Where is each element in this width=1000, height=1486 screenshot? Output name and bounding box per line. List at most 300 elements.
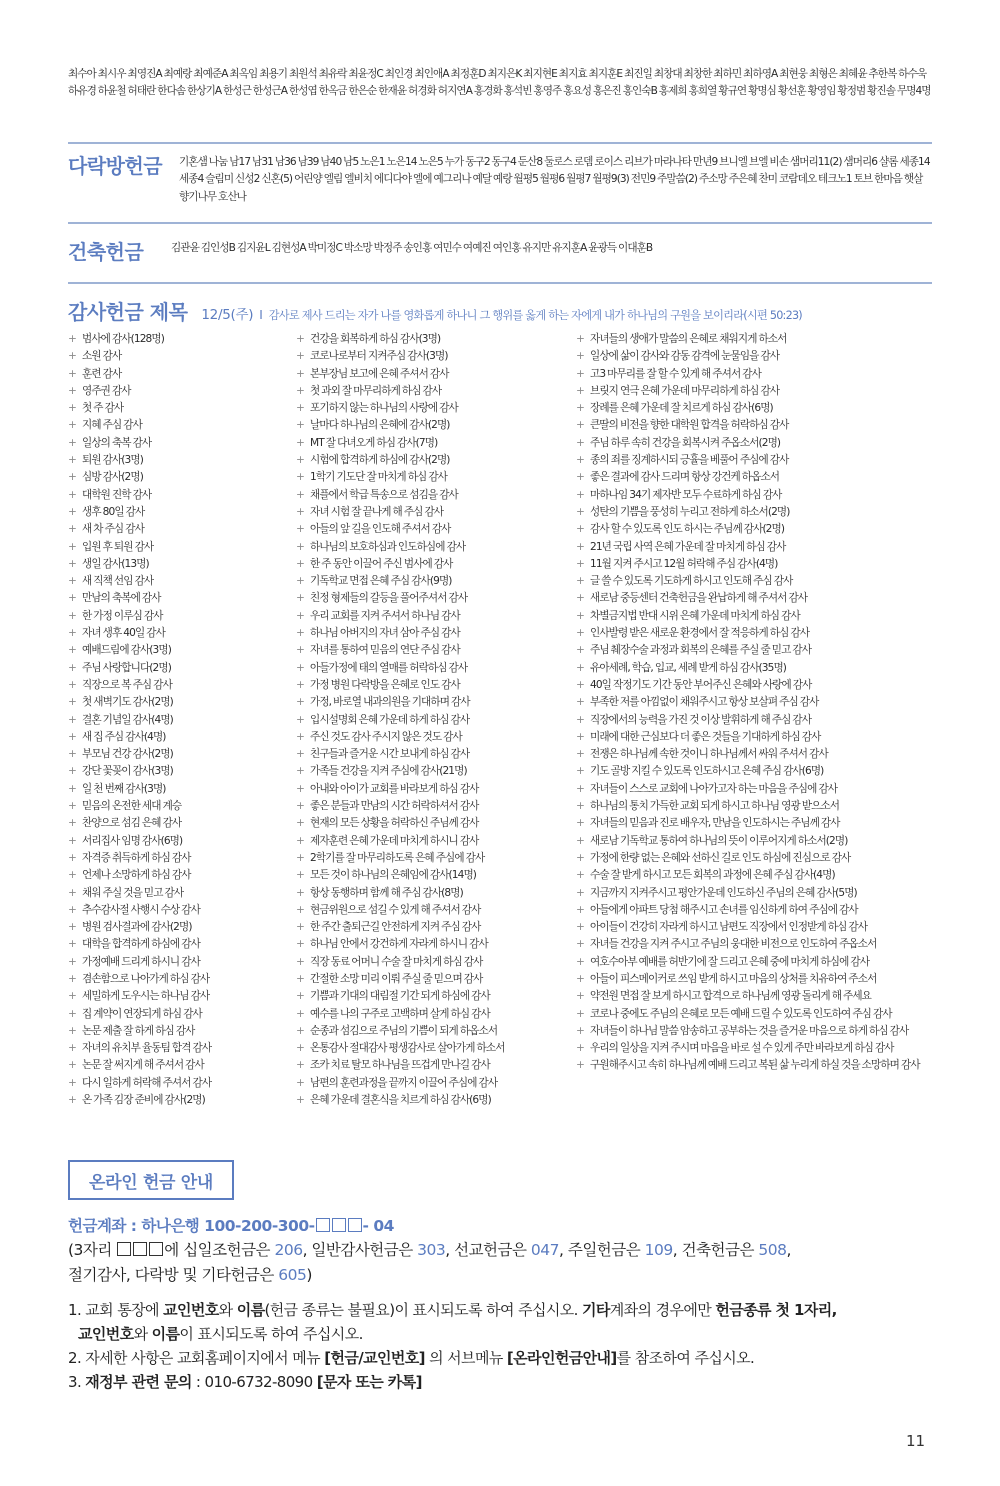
plus-icon: + <box>68 955 76 968</box>
plus-icon: + <box>576 817 584 830</box>
thanks-item-text: 자녀의 유치부 율동팀 합격 감사 <box>82 1042 212 1055</box>
sunday-code: 109 <box>644 1241 673 1259</box>
plus-icon: + <box>296 869 304 882</box>
note-bold: [온라인헌금안내] <box>506 1349 617 1367</box>
plus-icon: + <box>296 903 304 916</box>
plus-icon: + <box>68 730 76 743</box>
thanks-list-column-3 <box>576 331 928 1075</box>
plus-icon: + <box>296 696 304 709</box>
thanks-item <box>68 417 283 434</box>
thanks-item <box>296 452 564 469</box>
thanks-item <box>576 1023 928 1040</box>
plus-icon: + <box>296 384 304 397</box>
thanks-item <box>576 504 928 521</box>
thanks-item-text: 자녀들이 하나님 말씀 암송하고 공부하는 것을 즐거운 마음으로 하게 하심 감사 <box>590 1024 909 1037</box>
thanks-item <box>576 573 928 590</box>
note-text: 와 <box>133 1325 152 1343</box>
bible-verse: 감사로 제사 드리는 자가 나를 영화롭게 하나니 그 행위를 옳게 하는 자에게 내가 하나님의 구원을 보이리라(시편 50:23) <box>268 309 802 322</box>
thanks-item-text: 순종과 섬김으로 주님의 기쁨이 되게 하옵소서 <box>310 1024 498 1037</box>
thanks-item-text: 우리의 일상을 지켜 주시며 마음을 바로 설 수 있게 주만 바라보게 하심 감사 <box>590 1042 894 1055</box>
thanks-item <box>296 867 564 884</box>
thanks-item-text: 가정예배 드리게 하시니 감사 <box>82 955 200 968</box>
thanks-item-text: 온 가족 김장 준비에 감사(2명) <box>82 1094 205 1107</box>
note-bold: 기타 <box>581 1301 610 1319</box>
plus-icon: + <box>296 851 304 864</box>
plus-icon: + <box>68 678 76 691</box>
page-number: 11 <box>906 1432 926 1450</box>
thanks-item <box>68 1092 283 1109</box>
thanks-offering-date: 12/5(주) <box>201 307 254 323</box>
thanks-item <box>576 936 928 953</box>
plus-icon: + <box>576 730 584 743</box>
thanks-item <box>68 712 283 729</box>
plus-icon: + <box>576 765 584 778</box>
thanks-item-text: 아들가정에 태의 열매를 허락하심 감사 <box>310 661 468 674</box>
plus-icon: + <box>296 1094 304 1107</box>
plus-icon: + <box>576 523 584 536</box>
plus-icon: + <box>576 834 584 847</box>
plus-icon: + <box>576 661 584 674</box>
thanks-item-text: 직장에서의 능력을 가진 것 이상 발휘하게 해 주심 감사 <box>590 713 812 726</box>
thanks-item-text: 마하나임 34기 제자반 모두 수료하게 하심 감사 <box>590 488 782 501</box>
thanks-item <box>68 573 283 590</box>
thanks-item <box>68 763 283 780</box>
thanks-item <box>576 971 928 988</box>
plus-icon: + <box>296 1007 304 1020</box>
thanks-item-text: 대학원 진학 감사 <box>82 488 152 501</box>
thanks-item-text: 세밀하게 도우시는 하나님 감사 <box>82 990 210 1003</box>
thanks-item <box>68 660 283 677</box>
plus-icon: + <box>296 488 304 501</box>
thanks-item <box>576 954 928 971</box>
thanks-item <box>296 1006 564 1023</box>
plus-icon: + <box>296 523 304 536</box>
thanks-item <box>296 988 564 1005</box>
thanks-item <box>68 608 283 625</box>
building-offering-title: 건축헌금 <box>68 240 144 264</box>
note-text: 이 표시되도록 하여 주십시오. <box>179 1325 363 1343</box>
thanks-item <box>68 625 283 642</box>
thanks-item <box>68 902 283 919</box>
note-bold: 교인번호 <box>78 1325 134 1343</box>
thanks-item-text: 자녀들 건강을 지켜 주시고 주님의 웅대한 비전으로 인도하여 주옵소서 <box>590 938 877 951</box>
thanks-item <box>68 815 283 832</box>
plus-icon: + <box>576 1024 584 1037</box>
thanks-item-text: 입시설명회 은혜 가운데 하게 하심 감사 <box>310 713 470 726</box>
thanks-item <box>68 331 283 348</box>
thanks-item-text: 자격증 취득하게 하심 감사 <box>82 851 191 864</box>
thanks-item-text: 아들의 앞 길을 인도해 주셔서 감사 <box>310 523 451 536</box>
note-bold: 헌금종류 첫 1자리, <box>715 1301 837 1319</box>
plus-icon: + <box>68 765 76 778</box>
thanks-item-text: 자녀들의 믿음과 진로 배우자, 만남을 인도하시는 주님께 감사 <box>590 817 840 830</box>
thanks-item <box>296 1023 564 1040</box>
plus-icon: + <box>296 955 304 968</box>
thanks-item <box>68 867 283 884</box>
thanks-item <box>576 539 928 556</box>
thanks-item <box>296 331 564 348</box>
plus-icon: + <box>576 454 584 467</box>
thanks-item-text: 종의 죄를 징계하시되 긍휼을 베풀어 주심에 감사 <box>590 454 789 467</box>
thanks-item-text: 새 직책 선임 감사 <box>82 575 154 588</box>
thanks-item-text: 대학을 합격하게 하심에 감사 <box>82 938 200 951</box>
thanks-item-text: 장례를 은혜 가운데 잘 치르게 하심 감사(6명) <box>590 402 773 415</box>
thanks-item-text: 성탄의 기쁨을 풍성히 누리고 전하게 하소서(2명) <box>590 505 790 518</box>
thanks-item-text: 가족들 건강을 지켜 주심에 감사(21명) <box>310 765 467 778</box>
note-text: 의 서브메뉴 <box>424 1349 507 1367</box>
thanks-item <box>296 885 564 902</box>
plus-icon: + <box>68 921 76 934</box>
plus-icon: + <box>576 938 584 951</box>
thanks-item <box>576 642 928 659</box>
thanks-item-text: 퇴원 감사(3명) <box>82 454 143 467</box>
thanks-item <box>296 521 564 538</box>
note-text: 2. 자세한 사항은 교회홈페이지에서 메뉴 <box>68 1349 325 1367</box>
thanks-item <box>576 988 928 1005</box>
thanks-item <box>576 1057 928 1074</box>
plus-icon: + <box>296 800 304 813</box>
section-divider <box>68 222 932 224</box>
thanks-item-text: 첫 새벽기도 감사(2명) <box>82 696 173 709</box>
plus-icon: + <box>68 505 76 518</box>
thanks-item <box>576 746 928 763</box>
thanks-item-text: 심방 감사(2명) <box>82 471 143 484</box>
header-separator: I <box>259 308 263 322</box>
plus-icon: + <box>68 592 76 605</box>
thanks-item <box>576 850 928 867</box>
offering-account <box>68 1214 394 1236</box>
thanks-item-text: 자녀들의 생애가 말씀의 은혜로 채워지게 하소서 <box>590 333 787 345</box>
note-text: 계좌의 경우에만 <box>609 1301 716 1319</box>
thanks-item-text: 11월 지켜 주시고 12월 허락해 주심 감사(4명) <box>590 557 778 570</box>
thanks-item-text: 생일 감사(13명) <box>82 557 149 570</box>
thanks-item-text: 기독학교 면접 은혜 주심 감사(9명) <box>310 575 452 588</box>
plus-icon: + <box>576 748 584 761</box>
thanks-item <box>296 608 564 625</box>
plus-icon: + <box>576 488 584 501</box>
thanks-item-text: 강단 꽃꽂이 감사(3명) <box>82 765 173 778</box>
thanks-item <box>296 383 564 400</box>
note-bold: [문자 또는 카톡] <box>316 1373 422 1391</box>
account-suffix: - 04 <box>362 1217 394 1235</box>
thanks-item <box>296 712 564 729</box>
blank-box <box>149 1242 163 1256</box>
plus-icon: + <box>296 713 304 726</box>
plus-icon: + <box>576 886 584 899</box>
thanks-item <box>68 988 283 1005</box>
thanks-item <box>68 729 283 746</box>
section-divider <box>68 142 932 144</box>
thanks-item-text: 예배드림에 감사(3명) <box>82 644 171 657</box>
thanks-item <box>296 798 564 815</box>
thanks-item-text: 글 쓸 수 있도록 기도하게 하시고 인도해 주심 감사 <box>590 575 793 588</box>
thanks-item <box>576 763 928 780</box>
plus-icon: + <box>68 972 76 985</box>
plus-icon: + <box>296 921 304 934</box>
plus-icon: + <box>68 557 76 570</box>
thanks-item-text: 첫 주 감사 <box>82 402 124 415</box>
thanks-item <box>68 954 283 971</box>
blank-box <box>332 1218 346 1232</box>
thanks-item-text: 주님 사랑합니다(2명) <box>82 661 171 674</box>
thanks-item <box>576 919 928 936</box>
thanks-item <box>576 366 928 383</box>
thanks-item-text: 병원 검사결과에 감사(2명) <box>82 921 192 934</box>
thanks-item <box>296 487 564 504</box>
plus-icon: + <box>68 817 76 830</box>
thanks-item-text: 가정 병원 다락방을 은혜로 인도 감사 <box>310 678 460 691</box>
thanks-item <box>68 539 283 556</box>
thanks-item-text: 자녀들이 스스로 교회에 나아가고자 하는 마음을 주심에 감사 <box>590 782 838 795</box>
thanks-item <box>296 1092 564 1109</box>
note-bold: 이름 <box>236 1301 265 1319</box>
account-prefix: 헌금계좌 : 하나은행 100-200-300- <box>68 1217 315 1235</box>
blank-box <box>316 1218 330 1232</box>
thanks-item-text: 다시 일하게 허락해 주셔서 감사 <box>82 1076 212 1089</box>
thanks-item-text: 남편의 훈련과정을 끝까지 이끌어 주심에 감사 <box>310 1076 498 1089</box>
plus-icon: + <box>296 436 304 449</box>
plus-icon: + <box>576 402 584 415</box>
plus-icon: + <box>296 748 304 761</box>
plus-icon: + <box>68 1042 76 1055</box>
codes-text: ) <box>306 1266 312 1284</box>
thanks-item <box>68 694 283 711</box>
thanks-item <box>576 590 928 607</box>
plus-icon: + <box>68 488 76 501</box>
thanks-item <box>68 677 283 694</box>
plus-icon: + <box>296 1059 304 1072</box>
plus-icon: + <box>68 419 76 432</box>
thanks-item <box>68 366 283 383</box>
thanks-item <box>68 504 283 521</box>
thanks-item-text: 아들에게 아파트 당첨 해주시고 손녀를 임신하게 하여 주심에 감사 <box>590 903 858 916</box>
thanks-item-text: 생후 80일 감사 <box>82 505 145 518</box>
thanks-item <box>68 556 283 573</box>
thanks-item <box>296 504 564 521</box>
thanks-item-text: 기도 골방 지킬 수 있도록 인도하시고 은혜 주심 감사(6명) <box>590 765 824 778</box>
thanks-item-text: 한 가정 이루심 감사 <box>82 609 163 622</box>
thanks-list-column-2 <box>296 331 564 1109</box>
plus-icon: + <box>296 454 304 467</box>
plus-icon: + <box>68 713 76 726</box>
plus-icon: + <box>68 1076 76 1089</box>
thanks-item-text: 새로남 중등센터 건축헌금을 완납하게 해 주셔서 감사 <box>590 592 808 605</box>
plus-icon: + <box>296 782 304 795</box>
plus-icon: + <box>576 627 584 640</box>
thanks-item-text: 새 차 주심 감사 <box>82 523 144 536</box>
codes-text: , 주일헌금은 <box>559 1241 645 1259</box>
thanks-item-text: 서리집사 임명 감사(6명) <box>82 834 183 847</box>
blank-box <box>348 1218 362 1232</box>
thanks-item-text: 아들이 피스메이커로 쓰임 받게 하시고 마음의 상처를 치유하여 주소서 <box>590 972 877 985</box>
codes-text: , 건축헌금은 <box>672 1241 759 1259</box>
thanks-code: 303 <box>417 1241 446 1259</box>
thanks-item-text: 찬양으로 섬김 은혜 감사 <box>82 817 182 830</box>
thanks-item <box>296 366 564 383</box>
plus-icon: + <box>68 523 76 536</box>
thanks-item-text: 믿음의 온전한 세대 계승 <box>82 800 182 813</box>
thanks-item <box>296 902 564 919</box>
section-divider <box>68 282 932 284</box>
thanks-item <box>68 746 283 763</box>
thanks-item-text: MT 잘 다녀오게 하심 감사(7명) <box>310 436 438 449</box>
codes-text: , <box>786 1241 791 1259</box>
plus-icon: + <box>296 402 304 415</box>
thanks-item <box>296 694 564 711</box>
thanks-item-text: 차별금지법 반대 시위 은혜 가운데 마치게 하심 감사 <box>590 609 800 622</box>
thanks-item <box>576 452 928 469</box>
thanks-item-text: 지혜 주심 감사 <box>82 419 142 432</box>
plus-icon: + <box>576 955 584 968</box>
thanks-item <box>296 435 564 452</box>
thanks-item <box>68 971 283 988</box>
thanks-item <box>296 1075 564 1092</box>
plus-icon: + <box>296 886 304 899</box>
plus-icon: + <box>296 817 304 830</box>
thanks-item <box>576 435 928 452</box>
plus-icon: + <box>576 384 584 397</box>
note-1 <box>68 1298 948 1322</box>
codes-text: , 일반감사헌금은 <box>302 1241 418 1259</box>
thanks-item-text: 한 주 동안 이끌어 주신 범사에 감사 <box>310 557 453 570</box>
thanks-item-text: 일상의 축복 감사 <box>82 436 152 449</box>
plus-icon: + <box>68 644 76 657</box>
thanks-item-text: 40일 작정기도 기간 동안 부어주신 은혜와 사랑에 감사 <box>590 678 812 691</box>
thanks-item <box>576 867 928 884</box>
thanks-item-text: 고3 마무리를 잘 할 수 있게 해 주셔서 감사 <box>590 367 761 380</box>
plus-icon: + <box>296 644 304 657</box>
building-offering-list: 김관윤 김인성B 김지윤L 김현성A 박미정C 박소망 박정주 송인홍 여민수 여예진 여인홍 유지만 유지훈A 윤광득 이대훈B <box>171 242 653 254</box>
note-text: 를 참조하여 주십시오. <box>616 1349 755 1367</box>
plus-icon: + <box>576 367 584 380</box>
thanks-item <box>576 556 928 573</box>
thanks-item <box>296 573 564 590</box>
plus-icon: + <box>296 540 304 553</box>
thanks-item <box>296 1057 564 1074</box>
thanks-item-text: 가정, 바로열 내과의원을 기대하며 감사 <box>310 696 470 709</box>
thanks-item-text: 온통감사 절대감사 평생감사로 살아가게 하소서 <box>310 1042 505 1055</box>
plus-icon: + <box>68 384 76 397</box>
thanks-item-text: 코로나 중에도 주님의 은혜로 모든 예배 드릴 수 있도록 인도하여 주심 감사 <box>590 1007 892 1020</box>
thanks-item-text: 예수를 나의 구주로 고백하며 살게 하심 감사 <box>310 1007 490 1020</box>
thanks-item <box>296 625 564 642</box>
thanks-item-text: 하나님의 보호하심과 인도하심에 감사 <box>310 540 466 553</box>
plus-icon: + <box>68 454 76 467</box>
thanks-item <box>296 763 564 780</box>
note-text: : 010-6732-8090 <box>191 1373 317 1391</box>
thanks-item-text: 입원 후 퇴원 감사 <box>82 540 154 553</box>
plus-icon: + <box>576 1007 584 1020</box>
thanks-item <box>576 608 928 625</box>
plus-icon: + <box>296 661 304 674</box>
thanks-item-text: 인사발령 받은 새로운 환경에서 잘 적응하게 하심 감사 <box>590 627 810 640</box>
plus-icon: + <box>68 575 76 588</box>
plus-icon: + <box>68 990 76 1003</box>
thanks-item-text: 건강을 회복하게 하심 감사(3명) <box>310 333 441 345</box>
thanks-item <box>296 590 564 607</box>
plus-icon: + <box>68 886 76 899</box>
thanks-item-text: 코로나로부터 지켜주심 감사(3명) <box>310 350 448 363</box>
thanks-item-text: 논문 잘 써지게 해 주셔서 감사 <box>82 1059 204 1072</box>
thanks-item <box>296 642 564 659</box>
thanks-item-text: 일상에 삶이 감사와 감동 감격에 눈물임을 감사 <box>590 350 780 363</box>
plus-icon: + <box>576 609 584 622</box>
thanks-item <box>576 815 928 832</box>
thanks-item <box>68 348 283 365</box>
building-code: 508 <box>758 1241 787 1259</box>
plus-icon: + <box>576 540 584 553</box>
thanks-item <box>576 469 928 486</box>
thanks-item-text: 새로남 기독학교 통하여 하나님의 뜻이 이루어지게 하소서(2명) <box>590 834 848 847</box>
plus-icon: + <box>68 800 76 813</box>
codes-text: 절기감사, 다락방 및 기타헌금은 <box>68 1266 279 1284</box>
plus-icon: + <box>296 575 304 588</box>
thanks-item-text: 21년 국립 사역 은혜 가운데 잘 마치게 하심 감사 <box>590 540 786 553</box>
thanks-item-text: 은혜 가운데 결혼식을 치르게 하심 감사(6명) <box>310 1094 491 1107</box>
thanks-item-text: 자녀 시험 잘 끝나게 해 주심 감사 <box>310 505 444 518</box>
note-bold: 이름 <box>151 1325 180 1343</box>
plus-icon: + <box>68 436 76 449</box>
thanks-item-text: 범사에 감사(128명) <box>82 333 164 345</box>
plus-icon: + <box>296 627 304 640</box>
thanks-item <box>576 712 928 729</box>
thanks-item <box>296 348 564 365</box>
thanks-item <box>68 1075 283 1092</box>
tithe-code: 206 <box>274 1241 303 1259</box>
thanks-item-text: 겸손함으로 나아가게 하심 감사 <box>82 972 210 985</box>
thanks-item-text: 수술 잘 받게 하시고 모든 회복의 과정에 은혜 주심 감사(4명) <box>590 869 835 882</box>
thanks-item-text: 부모님 건강 감사(2명) <box>82 748 173 761</box>
donor-names-list: 최수아 최시우 최영진A 최예랑 최예준A 최옥임 최용기 최원석 최유락 최윤정C 최인경 최인애A 최정훈D 최지은K 최지현E 최지효 최지훈E 최진일 최창대 최창한 최하민 최하영A 최현웅 최형은 최혜윤 추한복 하수욱 하유경 하윤철 허태란 한다솜 한상기A 한성근 한성근A 한성엽 한옥금 한은순 한재윤 허경화 허지연A 홍경화 홍석빈 홍영주 홍요성 홍은진 홍인숙B 홍제희 홍희열 황규연 황명심 황선훈 황영임 황정범 황진솔 무명4명 <box>68 68 931 98</box>
thanks-item-text: 전쟁은 하나님께 속한 것이니 하나님께서 싸워 주셔서 감사 <box>590 748 828 761</box>
plus-icon: + <box>68 402 76 415</box>
thanks-item <box>576 902 928 919</box>
plus-icon: + <box>576 782 584 795</box>
thanks-item <box>576 885 928 902</box>
thanks-item <box>296 833 564 850</box>
thanks-item-text: 첫 과외 잘 마무리하게 하심 감사 <box>310 384 442 397</box>
thanks-item-text: 현재의 모든 상황을 허락하신 주님께 감사 <box>310 817 479 830</box>
thanks-item <box>68 919 283 936</box>
plus-icon: + <box>296 333 304 345</box>
thanks-item-text: 항상 동행하며 함께 해 주심 감사(8명) <box>310 886 463 899</box>
thanks-item <box>68 452 283 469</box>
note-1-cont <box>68 1322 948 1346</box>
thanks-item <box>296 919 564 936</box>
thanks-item-text: 주님 하루 속히 건강을 회복시켜 주옵소서(2명) <box>590 436 781 449</box>
plus-icon: + <box>68 938 76 951</box>
plus-icon: + <box>296 990 304 1003</box>
plus-icon: + <box>68 903 76 916</box>
plus-icon: + <box>68 869 76 882</box>
thanks-item-text: 포기하지 않는 하나님의 사랑에 감사 <box>310 402 458 415</box>
plus-icon: + <box>576 990 584 1003</box>
other-code: 605 <box>278 1266 307 1284</box>
thanks-item <box>68 383 283 400</box>
offering-codes <box>68 1238 948 1288</box>
thanks-item <box>576 729 928 746</box>
thanks-item <box>296 469 564 486</box>
note-text: 1. 교회 통장에 <box>68 1301 164 1319</box>
thanks-item-text: 결혼 기념일 감사(4명) <box>82 713 173 726</box>
thanks-item-text: 구원해주시고 속히 하나님께 예배 드리고 복된 삶 누리게 하실 것을 소망하며 감사 <box>590 1059 920 1072</box>
thanks-item <box>68 833 283 850</box>
codes-text: 에 십일조헌금은 <box>164 1241 275 1259</box>
plus-icon: + <box>296 678 304 691</box>
thanks-list-column-1 <box>68 331 283 1109</box>
thanks-item <box>68 781 283 798</box>
thanks-item-text: 논문 제출 잘 하게 하심 감사 <box>82 1024 195 1037</box>
